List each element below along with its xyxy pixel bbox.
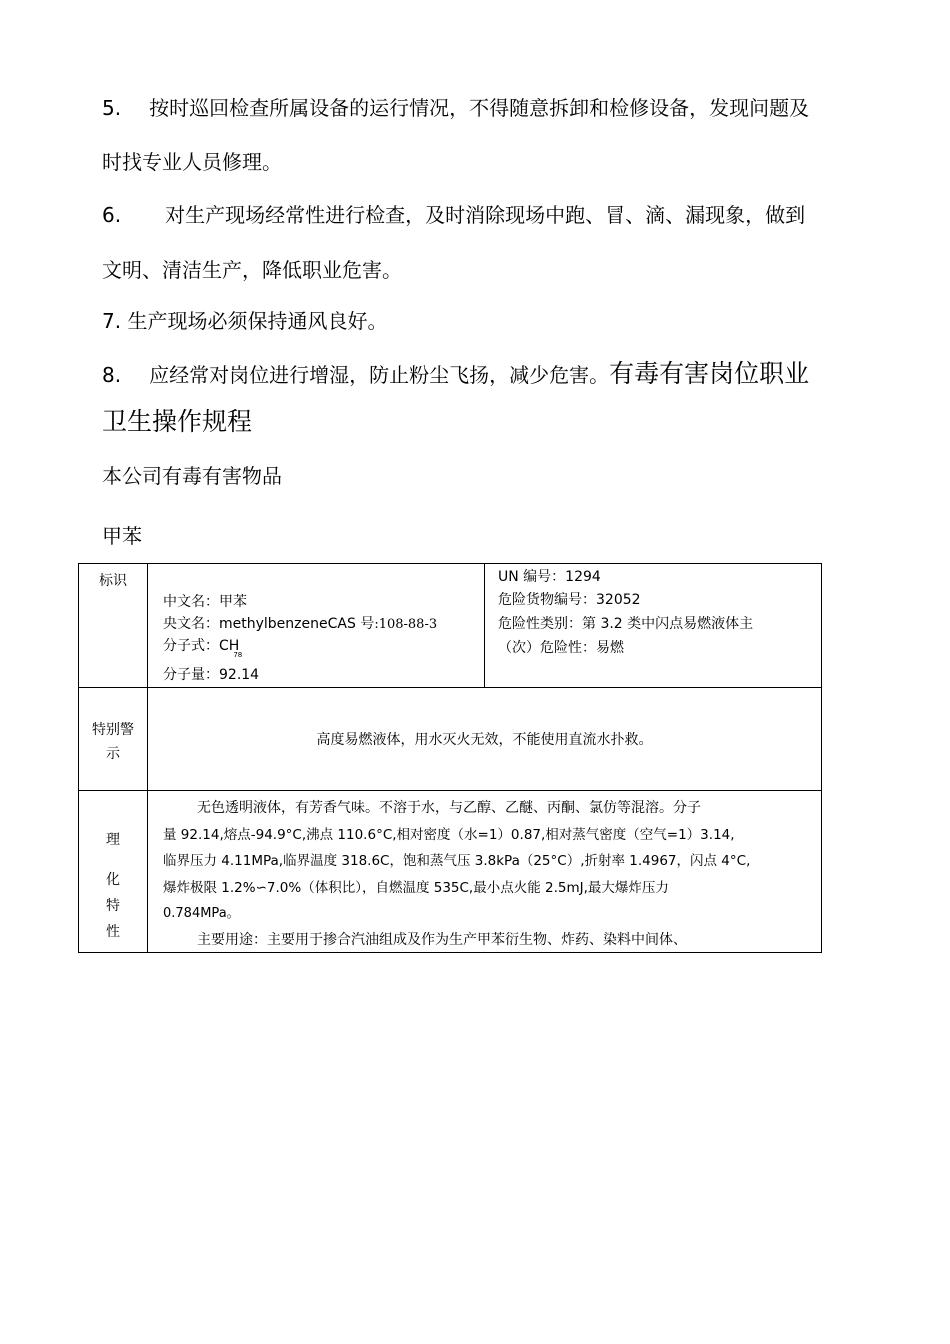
identification-label-cell xyxy=(79,564,148,688)
item-5-line2: 时找专业人员修理。 xyxy=(102,150,282,174)
item-5-text: 按时巡回检查所属设备的运行情况，不得随意拆卸和检修设备，发现问题及 xyxy=(149,96,810,120)
warning-label-cell xyxy=(79,688,148,791)
hazard-cell xyxy=(485,564,822,688)
properties-line5: 0.784MPa。 xyxy=(163,906,240,921)
properties-cell xyxy=(148,791,822,953)
molecular-weight: 分子量：92.14 xyxy=(163,667,260,683)
item-5-number: 5. xyxy=(102,96,122,120)
toluene-info-table xyxy=(78,563,822,953)
identification-label: 标识 xyxy=(99,573,127,589)
item-6-line1 xyxy=(102,199,805,228)
identification-row xyxy=(79,564,822,688)
properties-label-char4: 性 xyxy=(106,924,120,940)
item-8-text: 应经常对岗位进行增湿，防止粉尘飞扬，减少危害。 xyxy=(149,363,610,387)
molecular-formula xyxy=(163,635,484,659)
properties-label-char2: 化 xyxy=(106,872,120,888)
usage-line: 主要用途：主要用于掺合汽油组成及作为生产甲苯衍生物、炸药、染料中间体、 xyxy=(197,931,687,948)
properties-label-char3: 特 xyxy=(106,898,120,914)
chinese-name: 中文名：甲苯 xyxy=(163,594,247,610)
formula-subscript: 78 xyxy=(233,651,243,659)
properties-line3: 临界压力 4.11MPa,临界温度 318.6C，饱和蒸气压 3.8kPa（25°C）,折射率 1.4967，闪点 4°C, xyxy=(163,853,751,869)
properties-row xyxy=(79,791,822,953)
item-7: 7. 生产现场必须保持通风良好。 xyxy=(102,309,388,333)
warning-text: 高度易燃液体，用水灭火无效，不能使用直流水扑救。 xyxy=(316,732,653,748)
cas-number: :108-88-3 xyxy=(374,617,438,632)
warning-row xyxy=(79,688,822,791)
dangerous-goods-number: 危险货物编号：32052 xyxy=(498,592,641,608)
heading-part1: 有毒有害岗位职业 xyxy=(609,359,810,388)
warning-label-line1: 特别警 xyxy=(92,722,134,738)
item-8-number: 8. xyxy=(102,363,122,387)
subheading: 本公司有毒有害物品 xyxy=(102,464,282,488)
names-cell xyxy=(148,564,485,688)
properties-label-cell xyxy=(79,791,148,953)
substance-name: 甲苯 xyxy=(102,524,142,548)
formula-text: 分子式：CH xyxy=(163,638,240,654)
english-name-prefix: 央文名：methylbenzeneCAS 号 xyxy=(163,616,375,632)
item-6-number: 6. xyxy=(102,203,122,227)
properties-line1: 无色透明液体，有芳香气味。不溶于水，与乙醇、乙醚、丙酮、氯仿等混溶。分子 xyxy=(197,800,701,816)
un-number: UN 编号：1294 xyxy=(498,569,601,585)
english-name xyxy=(163,614,484,635)
item-5-line1 xyxy=(102,92,809,121)
item-8 xyxy=(102,354,809,390)
heading-part2: 卫生操作规程 xyxy=(102,407,253,436)
item-6-text: 对生产现场经常性进行检查，及时消除现场中跑、冒、滴、漏现象，做到 xyxy=(165,203,806,227)
warning-label-line2: 示 xyxy=(106,746,120,762)
item-6-line2: 文明、清洁生产，降低职业危害。 xyxy=(102,258,402,282)
properties-line2: 量 92.14,熔点-94.9°C,沸点 110.6°C,相对密度（水=1）0.87,相对蒸气密度（空气=1）3.14, xyxy=(163,826,735,843)
hazard-subclass: （次）危险性：易燃 xyxy=(498,640,624,656)
properties-line4: 爆炸极限 1.2%∽7.0%（体积比），自燃温度 535C,最小点火能 2.5mJ,最大爆炸压力 xyxy=(163,879,669,896)
warning-cell xyxy=(148,688,822,791)
properties-label-char1: 理 xyxy=(106,832,120,848)
hazard-class: 危险性类别：第 3.2 类中闪点易燃液体主 xyxy=(498,616,754,632)
